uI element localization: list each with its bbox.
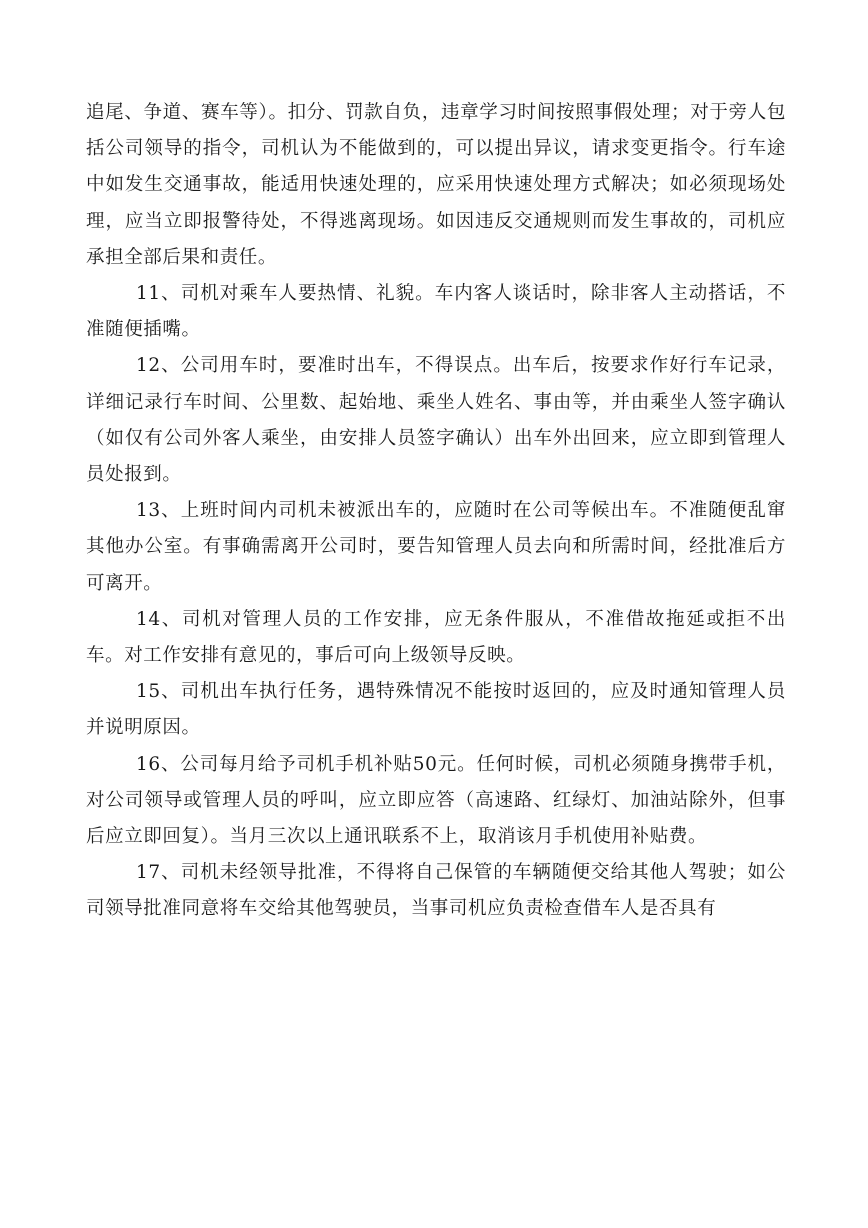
paragraph-continuation: 追尾、争道、赛车等）。扣分、罚款自负，违章学习时间按照事假处理；对于旁人包括公司领导的指令，司机认为不能做到的，可以提出异议，请求变更指令。行车途中如发生交通事故，能适用快速处理的，应采用快速处理方式解决；如必须现场处理，应当立即报警待处，不得逃离现场。如因违反交通规则而发生事故的，司机应承担全部后果和责任。 (86, 102, 786, 268)
paragraph-item-17: 17、司机未经领导批准，不得将自己保管的车辆随便交给其他人驾驶；如公司领导批准同意将车交给其他驾驶员，当事司机应负责检查借车人是否具有 (86, 862, 786, 920)
document-page (86, 95, 786, 928)
paragraph-item-15: 15、司机出车执行任务，遇特殊情况不能按时返回的，应及时通知管理人员并说明原因。 (86, 681, 786, 739)
paragraph-item-16: 16、公司每月给予司机手机补贴50元。任何时候，司机必须随身携带手机，对公司领导或管理人员的呼叫，应立即应答（高速路、红绿灯、加油站除外，但事后应立即回复）。当月三次以上通讯联系不上，取消该月手机使用补贴费。 (86, 753, 786, 848)
paragraph-item-11: 11、司机对乘车人要热情、礼貌。车内客人谈话时，除非客人主动搭话，不准随便插嘴。 (86, 283, 786, 341)
paragraph-item-14: 14、司机对管理人员的工作安排，应无条件服从，不准借故拖延或拒不出车。对工作安排有意见的，事后可向上级领导反映。 (86, 608, 786, 667)
paragraph-item-12: 12、公司用车时，要准时出车，不得误点。出车后，按要求作好行车记录，详细记录行车时间、公里数、起始地、乘坐人姓名、事由等，并由乘坐人签字确认（如仅有公司外客人乘坐，由安排人员签字确认）出车外出回来，应立即到管理人员处报到。 (86, 355, 786, 486)
paragraph-item-13: 13、上班时间内司机未被派出车的，应随时在公司等候出车。不准随便乱窜其他办公室。有事确需离开公司时，要告知管理人员去向和所需时间，经批准后方可离开。 (86, 500, 786, 594)
